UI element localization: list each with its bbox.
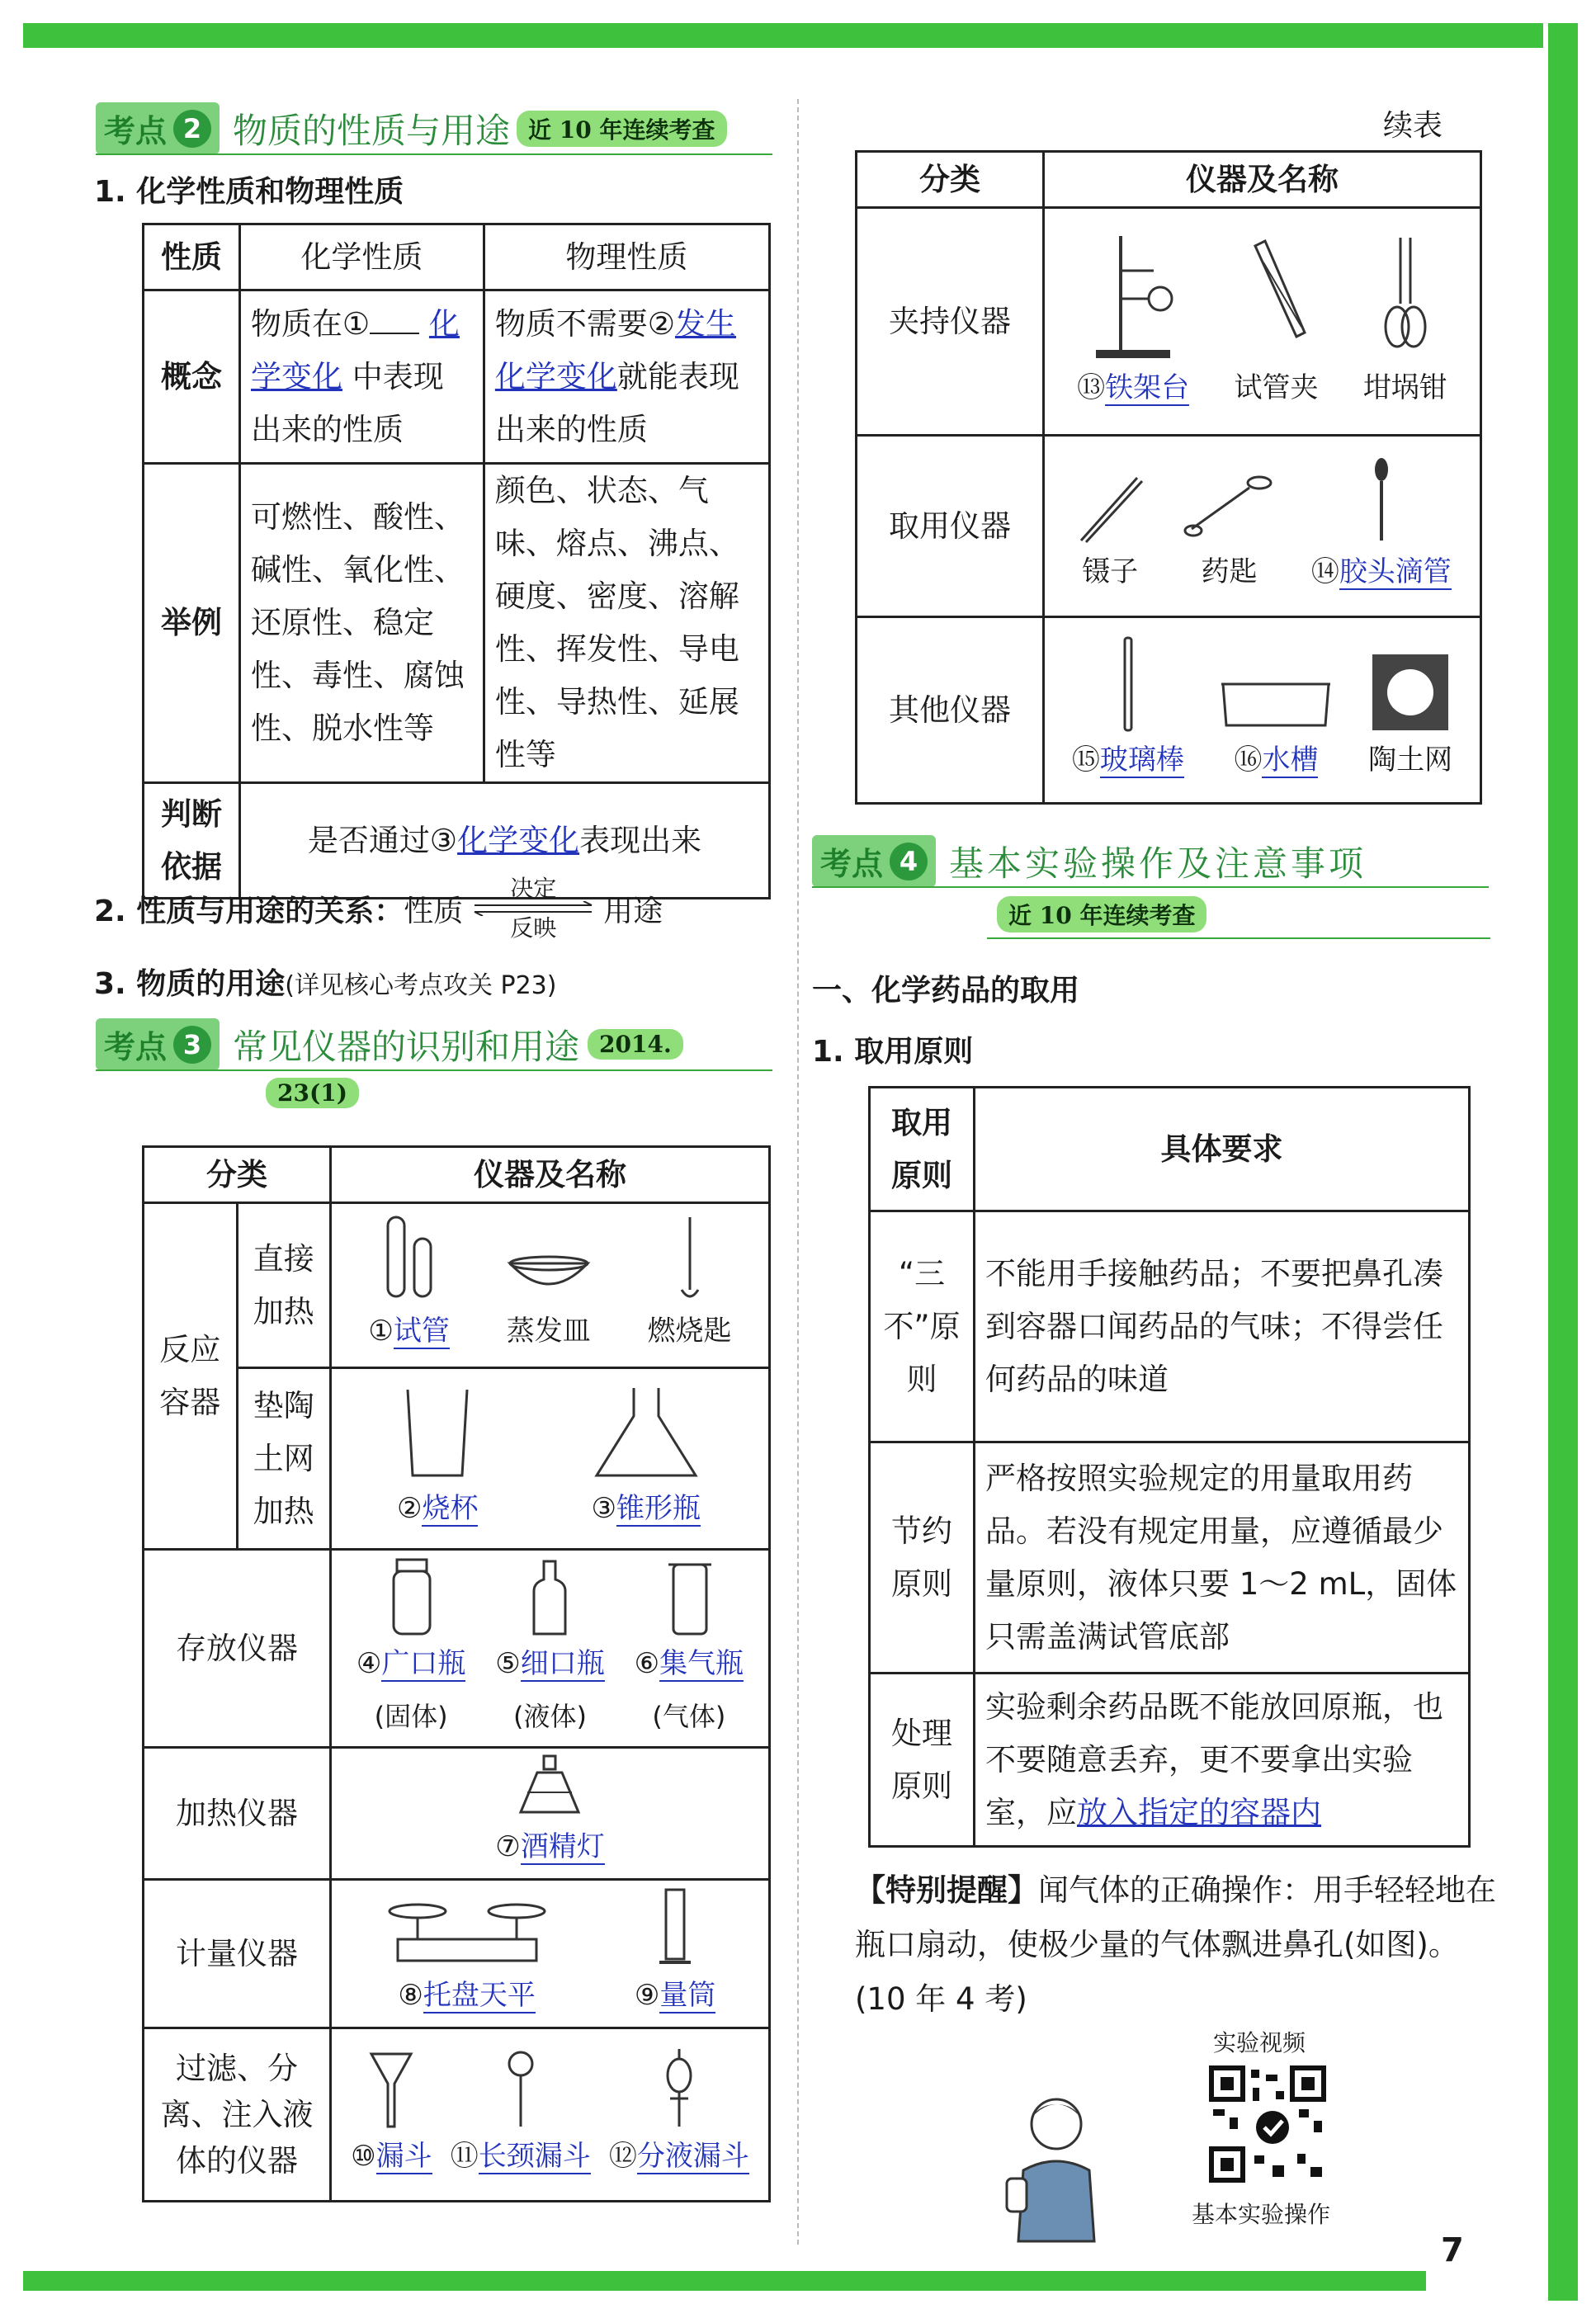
clamp-cell <box>1044 208 1481 436</box>
i1-num: ① <box>368 1314 394 1348</box>
concept-physical <box>484 290 769 464</box>
i13-num: ⑬ <box>1077 371 1106 404</box>
i11-num: ⑪ <box>450 2139 479 2173</box>
instrument-table-left <box>142 1145 771 2202</box>
gauze-label: 陶土网 <box>1368 743 1453 777</box>
kp2-badge: 近 10 年连续考查 <box>517 111 726 147</box>
kp2-title: 物质的性质与用途 <box>233 110 511 151</box>
qr-top-label: 实验视频 <box>1213 2029 1306 2056</box>
kp2-s1: 1. 化学性质和物理性质 <box>94 175 404 209</box>
i6-num: ⑥ <box>634 1646 660 1680</box>
kp4-badge: 近 10 年连续考查 <box>997 896 1206 932</box>
qr-bottom-label: 基本实验操作 <box>1192 2201 1331 2228</box>
kp4-header <box>812 835 1367 887</box>
i9-num: ⑨ <box>634 1978 660 2012</box>
answer-dispose: 放入指定的容器内 <box>1077 1794 1321 1830</box>
i8-num: ⑧ <box>398 1978 423 2012</box>
take-cell <box>1044 436 1481 617</box>
basis-b: 表现出来 <box>579 822 702 858</box>
kp3-badge1: 2014. <box>588 1029 683 1060</box>
kp3-underline <box>96 1069 772 1071</box>
save-text: 严格按照实验规定的用量取用药品。若没有规定用量，应遵循最少量原则，液体只要 1～2 mL，固体只需盖满试管底部 <box>975 1442 1470 1674</box>
kp2-s3 <box>94 961 556 1003</box>
narrow-mouth-bottle-icon <box>521 1555 578 1637</box>
row-basis-label: 判断依据 <box>144 783 240 899</box>
i6-label: 集气瓶 <box>659 1646 744 1680</box>
measure-label: 计量仪器 <box>144 1880 331 2028</box>
principle-table <box>868 1086 1471 1848</box>
kp3-tag: 考点 <box>104 1029 168 1065</box>
spatula-label: 药匙 <box>1201 555 1258 588</box>
take-label: 取用仪器 <box>857 436 1044 617</box>
concept-chem-a: 物质在① <box>251 305 371 342</box>
th-principle: 取用原则 <box>870 1088 975 1211</box>
i16-num: ⑯ <box>1234 743 1263 777</box>
kp3-num: 3 <box>173 1026 211 1064</box>
other-label: 其他仪器 <box>857 617 1044 804</box>
i6-note: (气体) <box>652 1700 726 1732</box>
top-border <box>23 23 1543 48</box>
column-divider <box>797 99 799 2245</box>
th-inst-right: 仪器及名称 <box>1044 152 1481 208</box>
spatula-icon <box>1183 471 1274 545</box>
gauze-heat-cell <box>331 1368 770 1550</box>
iron-stand-icon <box>1088 229 1178 361</box>
kp2-header <box>96 102 727 154</box>
heating-cell <box>331 1748 770 1880</box>
long-neck-funnel-icon <box>500 2047 541 2130</box>
person-smelling-illustration <box>990 2088 1114 2245</box>
i8-label: 托盘天平 <box>423 1978 536 2012</box>
i15-label: 玻璃棒 <box>1099 743 1184 777</box>
i11-label: 长颈漏斗 <box>478 2139 591 2173</box>
s2-bottom: 反映 <box>510 914 557 942</box>
i7-label: 酒精灯 <box>520 1829 605 1863</box>
tip-text: 闻气体的正确操作：用手轻轻地在瓶口扇动，使极少量的气体飘进鼻孔(如图)。(10 年 4 考) <box>855 1872 1496 2017</box>
other-cell <box>1044 617 1481 804</box>
i4-note: (固体) <box>374 1700 448 1732</box>
glass-rod-icon <box>1116 635 1140 734</box>
kp4-title: 基本实验操作及注意事项 <box>949 843 1367 884</box>
i2-label: 烧杯 <box>422 1491 479 1525</box>
save-label: 节约原则 <box>870 1442 975 1674</box>
spoon-label: 燃烧匙 <box>647 1314 732 1348</box>
dispose-text: 实验剩余药品既不能放回原瓶，也不要随意丢弃，更不要拿出实验室，应 <box>985 1688 1443 1830</box>
th-class-right: 分类 <box>857 152 1044 208</box>
evap-label: 蒸发皿 <box>506 1314 591 1348</box>
answer-1: 化学变化 <box>251 305 460 394</box>
i14-num: ⑭ <box>1310 555 1339 588</box>
concept-phys-a: 物质不需要② <box>494 305 676 342</box>
conical-flask-icon <box>588 1383 704 1482</box>
page-number: 7 <box>1441 2231 1464 2269</box>
filter-cell <box>331 2028 770 2202</box>
i5-label: 细口瓶 <box>520 1646 605 1680</box>
property-table <box>142 223 771 902</box>
th-inst-left: 仪器及名称 <box>331 1147 770 1203</box>
tube-clamp-label: 试管夹 <box>1234 371 1319 404</box>
i7-num: ⑦ <box>495 1829 521 1863</box>
kp4-num: 4 <box>890 843 928 880</box>
i3-label: 锥形瓶 <box>616 1491 701 1525</box>
th-chemical: 化学性质 <box>240 224 484 290</box>
example-physical: 颜色、状态、气味、熔点、沸点、硬度、密度、溶解性、挥发性、导电性、导热性、延展性等 <box>484 464 769 783</box>
kp3-badge2: 23(1) <box>266 1078 359 1108</box>
crucible-label: 坩埚钳 <box>1362 371 1447 404</box>
qr-code-icon[interactable] <box>1206 2063 1329 2185</box>
answer-2: 发生化学变化 <box>494 305 737 394</box>
s2-top: 决定 <box>510 875 557 902</box>
s3-note: (详见核心考点攻关 P23) <box>285 971 557 1000</box>
storage-label: 存放仪器 <box>144 1550 331 1748</box>
measure-cell <box>331 1880 770 2028</box>
answer-3: 化学变化 <box>457 822 580 858</box>
test-tube-icon <box>376 1214 442 1305</box>
kp4-sub1: 1. 取用原则 <box>812 1035 974 1069</box>
i4-num: ④ <box>356 1646 382 1680</box>
kp4-sec1: 一、化学药品的取用 <box>812 974 1080 1008</box>
tweezers-icon <box>1073 471 1147 545</box>
kp3-header <box>96 1018 683 1070</box>
right-border <box>1548 23 1578 2301</box>
concept-phys-b: 就能表现出来的性质 <box>494 358 739 447</box>
i5-num: ⑤ <box>495 1646 521 1680</box>
gauze-heat-label: 垫陶土网加热 <box>237 1368 331 1550</box>
gas-jar-icon <box>660 1555 718 1637</box>
funnel-icon <box>366 2047 416 2130</box>
example-chemical: 可燃性、酸性、碱性、氧化性、还原性、稳定性、毒性、腐蚀性、脱水性等 <box>240 464 484 783</box>
wide-mouth-bottle-icon <box>382 1555 440 1637</box>
dropper-icon <box>1365 455 1398 545</box>
tip-label: 【特别提醒】 <box>855 1872 1038 1908</box>
concept-chemical <box>240 290 484 464</box>
th-property: 性质 <box>144 224 240 290</box>
kp4-underline <box>812 886 1489 888</box>
heating-label: 加热仪器 <box>144 1748 331 1880</box>
i1-label: 试管 <box>393 1314 450 1348</box>
i15-num: ⑮ <box>1071 743 1100 777</box>
i3-num: ③ <box>591 1491 616 1525</box>
storage-cell <box>331 1550 770 1748</box>
kp2-underline <box>96 153 772 155</box>
continued-label: 续表 <box>1383 109 1443 143</box>
th-class-left: 分类 <box>144 1147 331 1203</box>
three-no-label: “三不”原则 <box>870 1211 975 1442</box>
beaker-icon <box>396 1383 479 1482</box>
basis-a: 是否通过③ <box>307 822 458 858</box>
alcohol-lamp-icon <box>504 1754 595 1820</box>
filter-label: 过滤、分离、注入液体的仪器 <box>144 2028 331 2202</box>
i5-note: (液体) <box>513 1700 587 1732</box>
separatory-funnel-icon <box>659 2047 700 2130</box>
i4-label: 广口瓶 <box>381 1646 466 1680</box>
dispose-label: 处理原则 <box>870 1674 975 1847</box>
kp2-num: 2 <box>173 110 211 148</box>
direct-heat-label: 直接加热 <box>237 1203 331 1368</box>
row-example-label: 举例 <box>144 464 240 783</box>
th-physical: 物理性质 <box>484 224 769 290</box>
tweezer-label: 镊子 <box>1082 555 1139 588</box>
kp2-tag: 考点 <box>104 113 168 149</box>
s2-prefix: 2. 性质与用途的关系： <box>94 894 404 928</box>
combustion-spoon-icon <box>673 1214 706 1305</box>
s3-title: 3. 物质的用途 <box>94 967 286 1001</box>
test-tube-holder-icon <box>1239 229 1313 361</box>
kp2-s2 <box>94 876 663 941</box>
i13-label: 铁架台 <box>1105 371 1190 404</box>
kp4-tag: 考点 <box>820 846 884 882</box>
kp3-title: 常见仪器的识别和用途 <box>233 1026 580 1067</box>
concept-chem-b: 中表现出来的性质 <box>251 358 444 447</box>
i12-num: ⑫ <box>608 2139 637 2173</box>
i10-label: 漏斗 <box>375 2139 432 2173</box>
special-tip <box>855 1863 1499 2027</box>
graduated-cylinder-icon <box>654 1886 696 1969</box>
i2-num: ② <box>397 1491 423 1525</box>
i12-label: 分液漏斗 <box>636 2139 749 2173</box>
s2-left: 性质 <box>404 894 464 928</box>
clamp-label: 夹持仪器 <box>857 208 1044 436</box>
dispose-cell <box>975 1674 1470 1847</box>
balance-icon <box>385 1895 550 1969</box>
row-concept-label: 概念 <box>144 290 240 464</box>
three-no-text: 不能用手接触药品；不要把鼻孔凑到容器口闻药品的气味；不得尝任何药品的味道 <box>975 1211 1470 1442</box>
i14-label: 胶头滴管 <box>1339 555 1452 588</box>
kp4-underline-2 <box>987 937 1490 939</box>
water-trough-icon <box>1218 676 1334 734</box>
s2-right: 用途 <box>603 894 663 928</box>
th-requirement: 具体要求 <box>975 1088 1470 1211</box>
direct-heat-cell <box>331 1203 770 1368</box>
crucible-tongs-icon <box>1372 229 1438 361</box>
i9-label: 量筒 <box>659 1978 716 2012</box>
reaction-label: 反应容器 <box>144 1203 238 1550</box>
bottom-border <box>23 2271 1426 2291</box>
i16-label: 水槽 <box>1262 743 1319 777</box>
instrument-table-right <box>855 150 1482 805</box>
evaporating-dish-icon <box>503 1247 594 1305</box>
i10-num: ⑩ <box>351 2139 376 2173</box>
ceramic-gauze-icon <box>1369 651 1452 734</box>
